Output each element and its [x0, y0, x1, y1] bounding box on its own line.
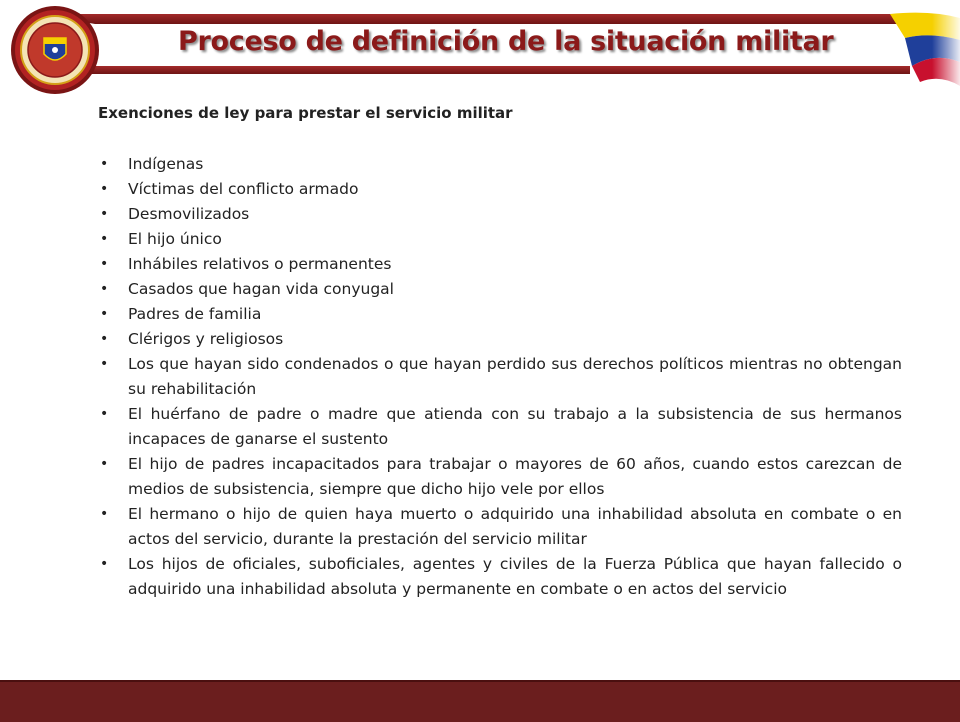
slide-content: [98, 104, 902, 602]
list-item: • Clérigos y religiosos: [98, 327, 902, 352]
list-item: • Los hijos de oficiales, suboficiales, agentes y civiles de la Fuerza Pública que hayan fallecido o adquirido una inhabilidad absoluta y permanente en combate o en actos del servicio: [98, 552, 902, 602]
section-subtitle: Exenciones de ley para prestar el servicio militar: [98, 104, 513, 122]
exemptions-list: [98, 152, 902, 602]
header-band: [40, 14, 905, 24]
list-item: • Indígenas: [98, 152, 902, 177]
list-item: • Desmovilizados: [98, 202, 902, 227]
list-item: • El hijo único: [98, 227, 902, 252]
slide-footer-bar: [0, 680, 960, 722]
page-title: Proceso de definición de la situación militar: [178, 26, 834, 57]
list-item: • El hijo de padres incapacitados para trabajar o mayores de 60 años, cuando estos carezcan de medios de subsistencia, siempre que dicho hijo vele por ellos: [98, 452, 902, 502]
institution-seal-icon: [11, 6, 99, 94]
list-item: • El hermano o hijo de quien haya muerto o adquirido una inhabilidad absoluta en combate o en actos del servicio, durante la prestación del servicio militar: [98, 502, 902, 552]
list-item: • Casados que hagan vida conyugal: [98, 277, 902, 302]
list-item: • Víctimas del conflicto armado: [98, 177, 902, 202]
list-item: • Inhábiles relativos o permanentes: [98, 252, 902, 277]
slide-header: [0, 0, 960, 100]
list-item: • El huérfano de padre o madre que atienda con su trabajo a la subsistencia de sus hermanos incapaces de ganarse el sustento: [98, 402, 902, 452]
list-item: • Padres de familia: [98, 302, 902, 327]
list-item: • Los que hayan sido condenados o que hayan perdido sus derechos políticos mientras no obtengan su rehabilitación: [98, 352, 902, 402]
colombia-flag-swoosh-icon: [890, 10, 960, 90]
header-band-lower: [60, 66, 910, 74]
